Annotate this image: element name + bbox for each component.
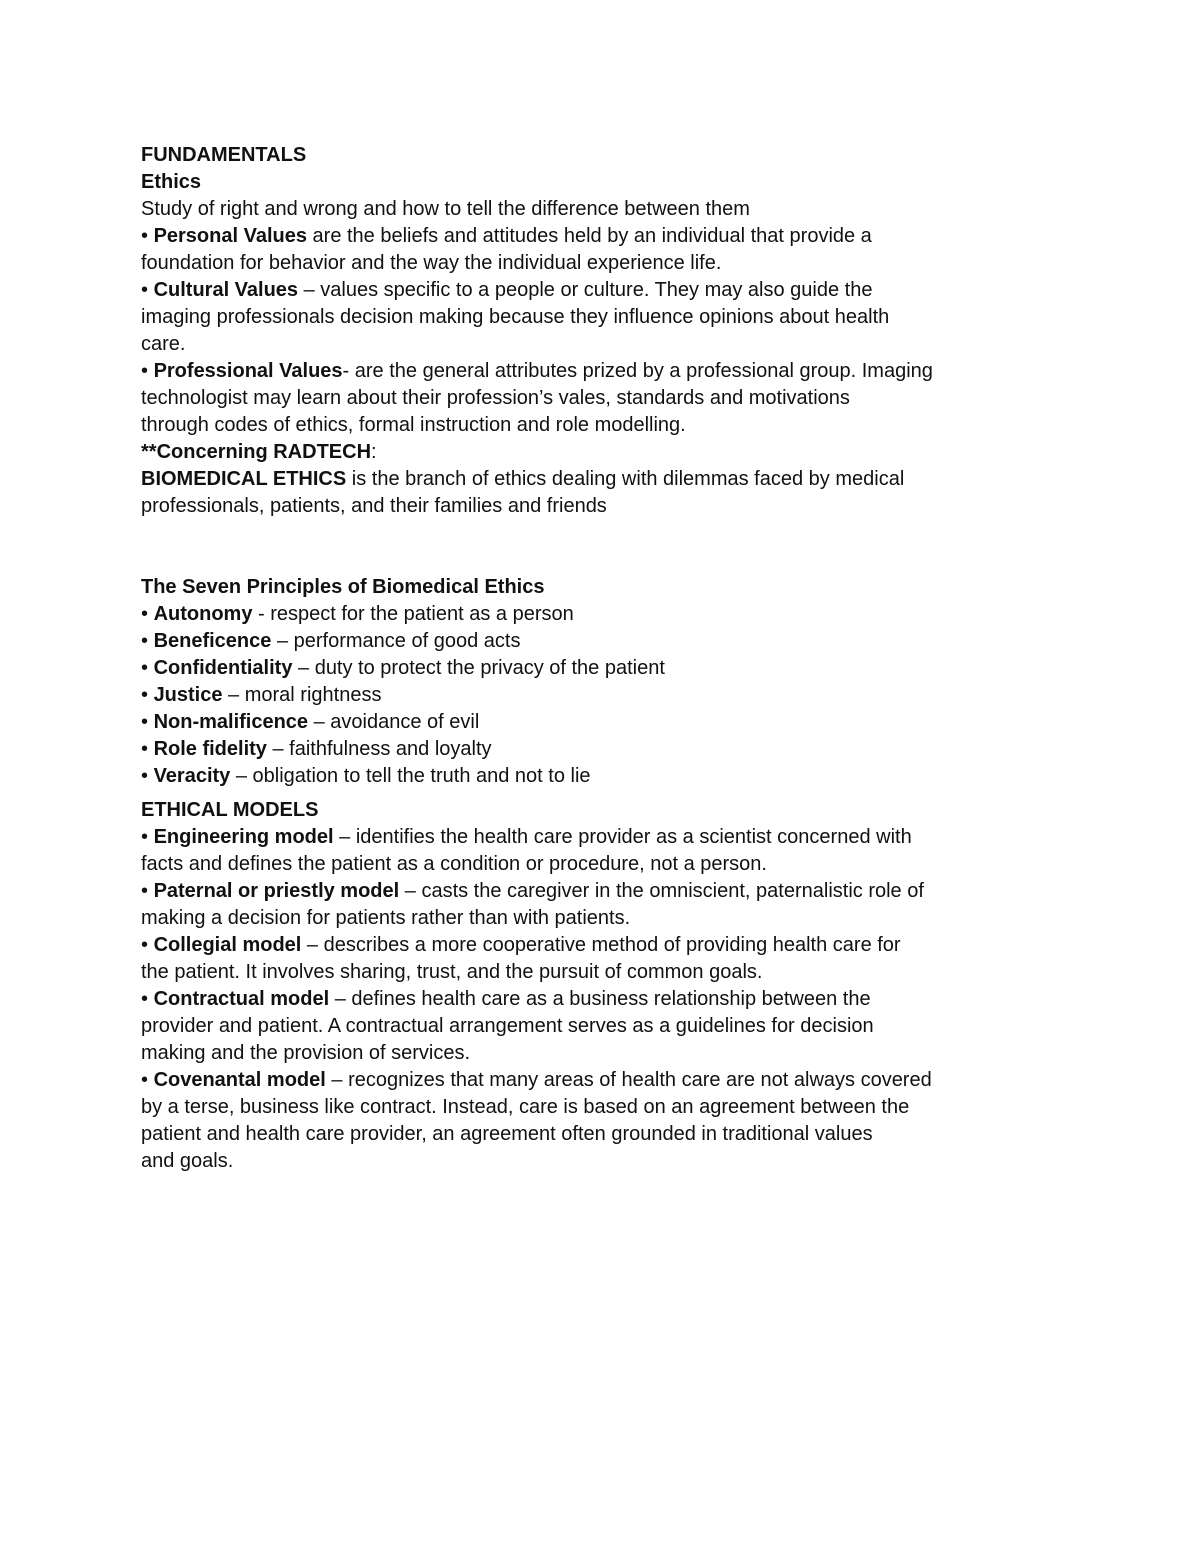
principle-item [141,736,1021,763]
biomedical-ethics-desc: is the branch of ethics dealing with dilemmas faced by medical [346,468,905,490]
principle-item [141,601,1021,628]
bullet: • [141,630,154,652]
principle-desc: – avoidance of evil [308,711,480,733]
value-desc-continued: foundation for behavior and the way the individual experience life. [141,252,722,274]
section-heading-ethical-models: ETHICAL MODELS [141,799,319,821]
model-desc-continued: making and the provision of services. [141,1042,471,1064]
concerning-radtech-label [141,439,1021,466]
value-desc: – values specific to a people or culture. They may also guide the [298,279,873,301]
bullet: • [141,657,154,679]
value-desc: are the beliefs and attitudes held by an individual that provide a [306,225,872,247]
bullet: • [141,225,154,247]
principle-desc: – performance of good acts [271,630,521,652]
section-spacer [141,520,1021,574]
principle-desc: – faithfulness and loyalty [266,738,492,760]
models-list [141,824,1021,1175]
model-desc-continued: making a decision for patients rather than with patients. [141,907,631,929]
value-desc-continued: technologist may learn about their profession’s vales, standards and motivations [141,387,850,409]
bullet: • [141,988,154,1010]
biomedical-ethics-term: BIOMEDICAL ETHICS [141,468,347,490]
concerning-colon: : [371,441,377,463]
section-spacer [141,790,1021,797]
bullet: • [141,1069,154,1091]
model-term: Contractual model [153,988,330,1010]
value-term: Professional Values [153,360,343,382]
model-term: Covenantal model [153,1069,326,1091]
model-item [141,824,1021,851]
value-item-personal [141,223,1021,250]
model-item [141,1067,1021,1094]
model-desc-continued: patient and health care provider, an agreement often grounded in traditional values [141,1123,873,1145]
bullet: • [141,684,154,706]
principle-item [141,628,1021,655]
model-desc-continued: by a terse, business like contract. Instead, care is based on an agreement between the [141,1096,910,1118]
model-desc-continued: facts and defines the patient as a condition or procedure, not a person. [141,853,767,875]
value-item-professional [141,358,1021,385]
principle-desc: - respect for the patient as a person [252,603,574,625]
bullet: • [141,765,154,787]
model-desc: – recognizes that many areas of health care are not always covered [325,1069,932,1091]
bullet: • [141,738,154,760]
principle-term: Autonomy [153,603,253,625]
model-term: Paternal or priestly model [153,880,400,902]
principle-term: Confidentiality [153,657,293,679]
bullet: • [141,360,154,382]
value-term: Cultural Values [153,279,299,301]
bullet: • [141,711,154,733]
model-desc-continued: provider and patient. A contractual arrangement serves as a guidelines for decision [141,1015,874,1037]
model-desc: – describes a more cooperative method of providing health care for [301,934,901,956]
model-desc-continued: the patient. It involves sharing, trust, and the pursuit of common goals. [141,961,763,983]
concerning-label-text: **Concerning RADTECH [141,441,372,463]
bullet: • [141,826,154,848]
model-term: Collegial model [153,934,302,956]
bullet: • [141,279,154,301]
bullet: • [141,934,154,956]
principle-item [141,763,1021,790]
principle-term: Beneficence [153,630,272,652]
model-item [141,878,1021,905]
section-heading-fundamentals: FUNDAMENTALS [141,144,307,166]
document-page [141,142,1021,1175]
model-desc: – casts the caregiver in the omniscient, paternalistic role of [399,880,924,902]
model-item [141,932,1021,959]
subheading-ethics: Ethics [141,171,202,193]
biomedical-ethics-definition [141,466,1021,493]
bullet: • [141,603,154,625]
principle-term: Role fidelity [153,738,267,760]
value-desc-continued: through codes of ethics, formal instruction and role modelling. [141,414,686,436]
principle-desc: – obligation to tell the truth and not to lie [230,765,591,787]
model-term: Engineering model [153,826,334,848]
principle-term: Justice [153,684,223,706]
principle-item [141,709,1021,736]
principle-item [141,682,1021,709]
value-item-cultural [141,277,1021,304]
principle-desc: – duty to protect the privacy of the patient [292,657,665,679]
principles-list [141,601,1021,790]
value-desc-continued: imaging professionals decision making because they influence opinions about health [141,306,890,328]
principle-term: Non-malificence [153,711,309,733]
value-desc-continued: care. [141,333,186,355]
principle-term: Veracity [153,765,231,787]
model-desc: – defines health care as a business relationship between the [329,988,871,1010]
value-desc: - are the general attributes prized by a professional group. Imaging [342,360,933,382]
ethics-definition: Study of right and wrong and how to tell the difference between them [141,198,750,220]
biomedical-ethics-desc-continued: professionals, patients, and their families and friends [141,495,607,517]
value-term: Personal Values [153,225,307,247]
section-heading-principles: The Seven Principles of Biomedical Ethics [141,576,545,598]
model-desc-continued: and goals. [141,1150,234,1172]
principle-item [141,655,1021,682]
principle-desc: – moral rightness [222,684,382,706]
model-item [141,986,1021,1013]
bullet: • [141,880,154,902]
model-desc: – identifies the health care provider as a scientist concerned with [333,826,912,848]
